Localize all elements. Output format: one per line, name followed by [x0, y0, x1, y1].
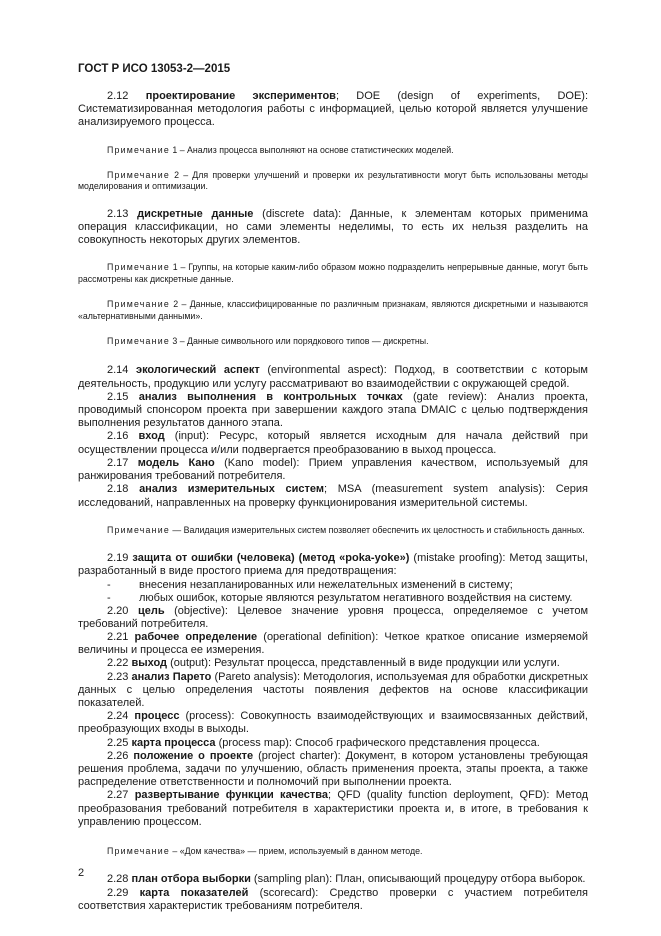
note-2-12-2: Примечание 2 – Для проверки улучшений и проверки их результативности могут быть использованы методы моделирования и оптимизации. — [78, 170, 588, 192]
term-2-28: 2.28 план отбора выборки (sampling plan): План, описывающий процедуру отбора выборок. — [107, 873, 586, 886]
note-2-13-2: Примечание 2 – Данные, классифицированные по различным признакам, являются дискретными и называются «альтернативными данными». — [78, 299, 588, 321]
term-2-16: 2.16 вход (input): Ресурс, который является исходным для начала действий при осуществлении процесса и/или подвергается преобразованию в выход процесса. — [78, 430, 588, 456]
term-2-21: 2.21 рабочее определение (operational definition): Четкое краткое описание измеряемой величины и процесса ее измерения. — [78, 630, 588, 657]
term-2-26: 2.26 положение о проекте (project charter): Документ, в котором установлены требующая решения проблема, задачи по улучшению, область применения проекта, этапы проекта, а также распределение ответственности и полномочий при выполнении проекта. — [78, 749, 588, 789]
term-2-17: 2.17 модель Кано (Kano model): Прием управления качеством, используемый для ранжирования требований потребителя. — [78, 456, 588, 483]
note-2-18: Примечание — Валидация измерительных систем позволяет обеспечить их целостность и стабильность данных. — [107, 524, 585, 535]
note-2-27: Примечание – «Дом качества» — прием, используемый в данном методе. — [107, 845, 423, 856]
document-body — [78, 90, 588, 913]
term-2-23: 2.23 анализ Парето (Pareto analysis): Методология, используемая для обработки дискретных данных с целью определения частоты появления дефектов на основе классификации показателей. — [78, 670, 588, 709]
note-2-13-3: Примечание 3 – Данные символьного или порядкового типов — дискретны. — [107, 336, 429, 347]
term-2-19: 2.19 защита от ошибки (человека) (метод «poka-yoke») (mistake proofing): Метод защиты, разработанный в виде простого приема для предотвращения: — [78, 552, 588, 578]
term-2-22: 2.22 выход (output): Результат процесса, представленный в виде продукции или услуги. — [107, 657, 560, 670]
term-2-20: 2.20 цель (objective): Целевое значение уровня процесса, определяемое с учетом требований потребителя. — [78, 604, 589, 630]
term-2-13: 2.13 дискретные данные (discrete data): Данные, к элементам которых применима операция классификации, но сами элементы неделимы, то есть их нельзя разделить на совокупность некоторых других элементов. — [78, 207, 588, 247]
term-2-14: 2.14 экологический аспект (environmental aspect): Подход, в соответствии с которым деятельность, продукцию или услугу рассматривают во взаимодействии с окружающей средой. — [78, 364, 588, 390]
term-2-12: 2.12 проектирование экспериментов; DOE (design of experiments, DOE): Систематизированная методология работы с информацией, целью которой является улучшение анализируемого процесса. — [78, 90, 588, 129]
page-number: 2 — [78, 867, 85, 879]
term-2-24: 2.24 процесс (process): Совокупность взаимодействующих и взаимосвязанных действий, преобразующих входы в выходы. — [78, 710, 588, 736]
term-2-15: 2.15 анализ выполнения в контрольных точках (gate review): Анализ проекта, проводимый спонсором проекта при завершении каждого этапа DMAIC с целью подтверждения выполнения результатов данного этапа. — [78, 390, 588, 430]
term-2-27: 2.27 развертывание функции качества; QFD (quality function deployment, QFD): Метод преобразования требований потребителя в характеристики проекта и, в итоге, в требования к управлению процессом. — [78, 789, 588, 828]
note-2-13-1: Примечание 1 – Группы, на которые каким-либо образом можно подразделить непрерывные данные, могут быть рассмотрены как дискретные данные. — [78, 262, 588, 284]
list-item: - внесения незапланированных или нежелательных изменений в систему; — [107, 578, 513, 591]
term-2-29: 2.29 карта показателей (scorecard): Средство проверки с участием потребителя соответствия характеристик требованиям потребителя. — [78, 886, 588, 912]
list-item: - любых ошибок, которые являются результатом негативного воздействия на систему. — [107, 591, 573, 604]
document-header: ГОСТ Р ИСО 13053-2—2015 — [78, 63, 231, 75]
note-2-12-1: Примечание 1 – Анализ процесса выполняют на основе статистических моделей. — [107, 144, 454, 155]
term-2-18: 2.18 анализ измерительных систем; MSA (measurement system analysis): Серия исследований, направленных на проверку функционирования измерительной системы. — [78, 483, 588, 509]
term-2-25: 2.25 карта процесса (process map): Способ графического представления процесса. — [107, 736, 540, 749]
